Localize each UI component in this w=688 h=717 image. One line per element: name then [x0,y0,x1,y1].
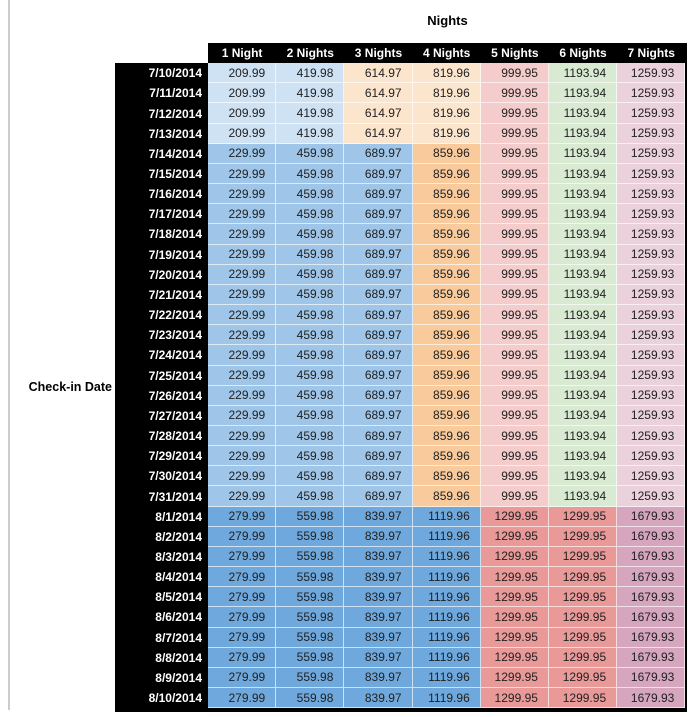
price-cell[interactable]: 1299.95 [481,688,549,708]
price-cell[interactable]: 229.99 [208,406,276,426]
price-cell[interactable]: 459.98 [276,386,344,406]
price-cell[interactable]: 459.98 [276,366,344,386]
price-cell[interactable]: 229.99 [208,305,276,325]
price-cell[interactable]: 229.99 [208,466,276,486]
price-cell[interactable]: 1679.93 [617,527,685,547]
price-cell[interactable]: 559.98 [276,527,344,547]
price-cell[interactable]: 1679.93 [617,587,685,607]
price-cell[interactable]: 459.98 [276,345,344,365]
sheet-column-gridline [8,0,10,710]
price-cell[interactable]: 1299.95 [549,668,617,688]
price-cell[interactable]: 839.97 [344,607,412,627]
price-cell[interactable]: 1193.94 [549,325,617,345]
price-cell[interactable]: 1119.96 [413,607,481,627]
price-cell[interactable]: 229.99 [208,446,276,466]
price-cell[interactable]: 419.98 [276,124,344,144]
price-cell[interactable]: 459.98 [276,305,344,325]
price-cell[interactable]: 1259.93 [617,386,685,406]
price-cell[interactable]: 1259.93 [617,184,685,204]
row-date-cell[interactable]: 7/29/2014 [115,446,208,466]
price-cell[interactable]: 999.95 [481,285,549,305]
price-cell[interactable]: 689.97 [344,486,412,506]
column-header-cell[interactable]: 6 Nights [549,43,617,63]
price-cell[interactable]: 279.99 [208,507,276,527]
price-cell[interactable]: 1299.95 [549,567,617,587]
price-cell[interactable]: 819.96 [413,103,481,123]
price-cell[interactable]: 1119.96 [413,507,481,527]
price-cell[interactable]: 229.99 [208,144,276,164]
price-cell[interactable]: 859.96 [413,285,481,305]
nights-axis-title: Nights [427,13,468,28]
price-cell[interactable]: 1259.93 [617,204,685,224]
row-date-cell[interactable]: 7/16/2014 [115,184,208,204]
row-date-cell[interactable]: 7/15/2014 [115,164,208,184]
column-header-cell[interactable]: 7 Nights [617,43,685,63]
price-cell[interactable]: 859.96 [413,224,481,244]
price-cell[interactable]: 839.97 [344,648,412,668]
price-cell[interactable]: 559.98 [276,628,344,648]
price-cell[interactable]: 229.99 [208,265,276,285]
price-cell[interactable]: 999.95 [481,224,549,244]
price-cell[interactable]: 1193.94 [549,446,617,466]
price-cell[interactable]: 1259.93 [617,103,685,123]
price-cell[interactable]: 1259.93 [617,305,685,325]
price-cell[interactable]: 1259.93 [617,164,685,184]
row-date-cell[interactable]: 7/17/2014 [115,204,208,224]
price-cell[interactable]: 1299.95 [481,607,549,627]
price-cell[interactable]: 1299.95 [481,668,549,688]
price-cell[interactable]: 1193.94 [549,466,617,486]
price-cell[interactable]: 1259.93 [617,466,685,486]
price-cell[interactable]: 459.98 [276,446,344,466]
price-cell[interactable]: 1259.93 [617,63,685,83]
pricing-table [115,43,687,712]
checkin-date-axis-label: Check-in Date [28,380,112,394]
price-cell[interactable]: 859.96 [413,164,481,184]
row-date-cell[interactable]: 7/25/2014 [115,366,208,386]
price-cell[interactable]: 459.98 [276,466,344,486]
price-cell[interactable]: 559.98 [276,607,344,627]
row-date-cell[interactable]: 7/24/2014 [115,345,208,365]
price-cell[interactable]: 1679.93 [617,628,685,648]
price-cell[interactable]: 419.98 [276,103,344,123]
price-cell[interactable]: 859.96 [413,486,481,506]
price-cell[interactable]: 1193.94 [549,164,617,184]
price-cell[interactable]: 1259.93 [617,265,685,285]
price-cell[interactable]: 839.97 [344,688,412,708]
price-cell[interactable]: 1193.94 [549,144,617,164]
price-cell[interactable]: 209.99 [208,124,276,144]
price-cell[interactable]: 614.97 [344,103,412,123]
price-cell[interactable]: 1119.96 [413,648,481,668]
price-cell[interactable]: 999.95 [481,245,549,265]
price-cell[interactable]: 229.99 [208,486,276,506]
price-cell[interactable]: 229.99 [208,204,276,224]
price-cell[interactable]: 229.99 [208,345,276,365]
row-date-cell[interactable]: 8/5/2014 [115,587,208,607]
price-cell[interactable]: 279.99 [208,688,276,708]
price-cell[interactable]: 689.97 [344,446,412,466]
price-cell[interactable]: 999.95 [481,366,549,386]
price-cell[interactable]: 279.99 [208,628,276,648]
price-cell[interactable]: 1193.94 [549,386,617,406]
price-cell[interactable]: 839.97 [344,628,412,648]
row-date-cell[interactable]: 8/10/2014 [115,688,208,708]
price-cell[interactable]: 1193.94 [549,486,617,506]
price-cell[interactable]: 1259.93 [617,366,685,386]
price-cell[interactable]: 279.99 [208,648,276,668]
price-cell[interactable]: 459.98 [276,184,344,204]
price-cell[interactable]: 839.97 [344,527,412,547]
price-cell[interactable]: 999.95 [481,265,549,285]
price-cell[interactable]: 689.97 [344,224,412,244]
price-cell[interactable]: 999.95 [481,63,549,83]
row-date-cell[interactable]: 7/26/2014 [115,386,208,406]
price-cell[interactable]: 999.95 [481,345,549,365]
price-cell[interactable]: 1259.93 [617,144,685,164]
price-cell[interactable]: 999.95 [481,305,549,325]
price-cell[interactable]: 689.97 [344,204,412,224]
price-cell[interactable]: 1299.95 [549,507,617,527]
price-cell[interactable]: 279.99 [208,567,276,587]
column-header-cell[interactable]: 1 Night [208,43,276,63]
price-cell[interactable]: 559.98 [276,507,344,527]
price-cell[interactable]: 839.97 [344,668,412,688]
price-cell[interactable]: 689.97 [344,164,412,184]
price-cell[interactable]: 229.99 [208,224,276,244]
price-cell[interactable]: 229.99 [208,245,276,265]
price-cell[interactable]: 1259.93 [617,486,685,506]
price-cell[interactable]: 1119.96 [413,688,481,708]
price-cell[interactable]: 839.97 [344,587,412,607]
price-cell[interactable]: 1193.94 [549,426,617,446]
row-date-cell[interactable]: 8/9/2014 [115,668,208,688]
price-cell[interactable]: 819.96 [413,63,481,83]
price-cell[interactable]: 839.97 [344,547,412,567]
price-cell[interactable]: 859.96 [413,325,481,345]
price-cell[interactable]: 999.95 [481,164,549,184]
price-cell[interactable]: 689.97 [344,305,412,325]
price-cell[interactable]: 279.99 [208,668,276,688]
corner-spacer [115,43,208,63]
row-date-cell[interactable]: 8/1/2014 [115,507,208,527]
price-cell[interactable]: 1119.96 [413,628,481,648]
price-cell[interactable]: 279.99 [208,607,276,627]
price-cell[interactable]: 999.95 [481,426,549,446]
price-cell[interactable]: 839.97 [344,567,412,587]
row-date-cell[interactable]: 7/20/2014 [115,265,208,285]
price-cell[interactable]: 1193.94 [549,224,617,244]
column-header-cell[interactable]: 3 Nights [344,43,412,63]
price-cell[interactable]: 1259.93 [617,124,685,144]
price-cell[interactable]: 614.97 [344,63,412,83]
row-date-cell[interactable]: 7/22/2014 [115,305,208,325]
price-cell[interactable]: 229.99 [208,184,276,204]
price-cell[interactable]: 1193.94 [549,63,617,83]
price-cell[interactable]: 999.95 [481,446,549,466]
row-date-cell[interactable]: 7/18/2014 [115,224,208,244]
price-cell[interactable]: 999.95 [481,406,549,426]
row-date-cell[interactable]: 8/2/2014 [115,527,208,547]
price-cell[interactable]: 1299.95 [549,607,617,627]
row-date-cell[interactable]: 7/28/2014 [115,426,208,446]
price-cell[interactable]: 859.96 [413,406,481,426]
price-cell[interactable]: 819.96 [413,124,481,144]
price-cell[interactable]: 1193.94 [549,184,617,204]
price-cell[interactable]: 1193.94 [549,366,617,386]
price-cell[interactable]: 1299.95 [549,628,617,648]
price-cell[interactable]: 1259.93 [617,83,685,103]
price-cell[interactable]: 1259.93 [617,285,685,305]
price-cell[interactable]: 459.98 [276,265,344,285]
price-cell[interactable]: 229.99 [208,285,276,305]
price-cell[interactable]: 209.99 [208,83,276,103]
price-cell[interactable]: 1679.93 [617,688,685,708]
price-cell[interactable]: 859.96 [413,265,481,285]
price-cell[interactable]: 229.99 [208,426,276,446]
price-cell[interactable]: 689.97 [344,406,412,426]
column-header-cell[interactable]: 4 Nights [413,43,481,63]
price-cell[interactable]: 1299.95 [549,587,617,607]
price-cell[interactable]: 1259.93 [617,446,685,466]
price-cell[interactable]: 689.97 [344,466,412,486]
price-cell[interactable]: 1193.94 [549,305,617,325]
price-cell[interactable]: 1679.93 [617,547,685,567]
price-cell[interactable]: 1259.93 [617,426,685,446]
row-date-cell[interactable]: 8/7/2014 [115,628,208,648]
row-date-cell[interactable]: 7/23/2014 [115,325,208,345]
price-cell[interactable]: 689.97 [344,245,412,265]
price-cell[interactable]: 1299.95 [481,527,549,547]
price-cell[interactable]: 689.97 [344,144,412,164]
price-cell[interactable]: 1679.93 [617,648,685,668]
price-cell[interactable]: 689.97 [344,184,412,204]
price-cell[interactable]: 229.99 [208,366,276,386]
price-cell[interactable]: 1119.96 [413,587,481,607]
price-cell[interactable]: 859.96 [413,204,481,224]
price-cell[interactable]: 459.98 [276,164,344,184]
row-date-cell[interactable]: 7/11/2014 [115,83,208,103]
price-cell[interactable]: 459.98 [276,406,344,426]
price-cell[interactable]: 689.97 [344,345,412,365]
price-cell[interactable]: 999.95 [481,325,549,345]
price-cell[interactable]: 559.98 [276,547,344,567]
price-cell[interactable]: 1299.95 [481,628,549,648]
price-cell[interactable]: 1193.94 [549,103,617,123]
price-cell[interactable]: 1679.93 [617,668,685,688]
price-cell[interactable]: 1679.93 [617,607,685,627]
price-cell[interactable]: 999.95 [481,184,549,204]
price-cell[interactable]: 1299.95 [481,587,549,607]
price-cell[interactable]: 1259.93 [617,245,685,265]
price-cell[interactable]: 999.95 [481,204,549,224]
row-date-cell[interactable]: 8/8/2014 [115,648,208,668]
row-date-cell[interactable]: 7/21/2014 [115,285,208,305]
price-cell[interactable]: 419.98 [276,63,344,83]
row-date-cell[interactable]: 7/27/2014 [115,406,208,426]
price-cell[interactable]: 229.99 [208,386,276,406]
price-cell[interactable]: 1299.95 [549,547,617,567]
price-cell[interactable]: 559.98 [276,688,344,708]
price-cell[interactable]: 279.99 [208,587,276,607]
price-cell[interactable]: 279.99 [208,527,276,547]
price-cell[interactable]: 689.97 [344,265,412,285]
price-cell[interactable]: 1193.94 [549,345,617,365]
price-cell[interactable]: 1299.95 [481,648,549,668]
price-cell[interactable]: 999.95 [481,124,549,144]
price-cell[interactable]: 209.99 [208,63,276,83]
price-cell[interactable]: 559.98 [276,648,344,668]
price-cell[interactable]: 689.97 [344,285,412,305]
price-cell[interactable]: 1193.94 [549,204,617,224]
row-date-cell[interactable]: 7/30/2014 [115,466,208,486]
price-cell[interactable]: 459.98 [276,144,344,164]
price-cell[interactable]: 1299.95 [549,648,617,668]
row-date-cell[interactable]: 7/19/2014 [115,245,208,265]
price-cell[interactable]: 859.96 [413,305,481,325]
price-cell[interactable]: 859.96 [413,446,481,466]
price-cell[interactable]: 1119.96 [413,527,481,547]
price-cell[interactable]: 1299.95 [481,547,549,567]
price-cell[interactable]: 859.96 [413,144,481,164]
price-cell[interactable]: 1259.93 [617,325,685,345]
row-date-cell[interactable]: 7/14/2014 [115,144,208,164]
row-date-cell[interactable]: 7/10/2014 [115,63,208,83]
price-cell[interactable]: 689.97 [344,325,412,345]
price-cell[interactable]: 1299.95 [549,527,617,547]
price-cell[interactable]: 999.95 [481,486,549,506]
price-cell[interactable]: 689.97 [344,426,412,446]
price-cell[interactable]: 859.96 [413,184,481,204]
row-date-cell[interactable]: 7/12/2014 [115,103,208,123]
price-cell[interactable]: 559.98 [276,668,344,688]
price-cell[interactable]: 1193.94 [549,124,617,144]
price-cell[interactable]: 1193.94 [549,406,617,426]
price-cell[interactable]: 419.98 [276,83,344,103]
price-cell[interactable]: 999.95 [481,103,549,123]
price-cell[interactable]: 1193.94 [549,265,617,285]
price-cell[interactable]: 819.96 [413,83,481,103]
price-cell[interactable]: 279.99 [208,547,276,567]
price-cell[interactable]: 614.97 [344,124,412,144]
price-cell[interactable]: 229.99 [208,325,276,345]
column-header-cell[interactable]: 2 Nights [276,43,344,63]
price-cell[interactable]: 1193.94 [549,245,617,265]
price-cell[interactable]: 1119.96 [413,547,481,567]
price-cell[interactable]: 999.95 [481,144,549,164]
row-date-cell[interactable]: 8/3/2014 [115,547,208,567]
price-cell[interactable]: 1299.95 [481,507,549,527]
price-cell[interactable]: 839.97 [344,507,412,527]
price-cell[interactable]: 859.96 [413,345,481,365]
row-date-cell[interactable]: 7/13/2014 [115,124,208,144]
price-cell[interactable]: 614.97 [344,83,412,103]
price-cell[interactable]: 1259.93 [617,224,685,244]
price-cell[interactable]: 1193.94 [549,285,617,305]
price-cell[interactable]: 859.96 [413,245,481,265]
price-cell[interactable]: 229.99 [208,164,276,184]
price-cell[interactable]: 859.96 [413,386,481,406]
price-cell[interactable]: 459.98 [276,486,344,506]
price-cell[interactable]: 999.95 [481,466,549,486]
price-cell[interactable]: 209.99 [208,103,276,123]
price-cell[interactable]: 689.97 [344,386,412,406]
price-cell[interactable]: 1119.96 [413,668,481,688]
price-cell[interactable]: 689.97 [344,366,412,386]
row-date-cell[interactable]: 7/31/2014 [115,486,208,506]
price-cell[interactable]: 459.98 [276,245,344,265]
price-cell[interactable]: 1299.95 [549,688,617,708]
price-cell[interactable]: 999.95 [481,83,549,103]
price-cell[interactable]: 459.98 [276,224,344,244]
price-cell[interactable]: 999.95 [481,386,549,406]
price-cell[interactable]: 1259.93 [617,345,685,365]
price-cell[interactable]: 1193.94 [549,83,617,103]
column-header-cell[interactable]: 5 Nights [481,43,549,63]
price-cell[interactable]: 459.98 [276,285,344,305]
price-cell[interactable]: 859.96 [413,466,481,486]
price-cell[interactable]: 1679.93 [617,567,685,587]
price-cell[interactable]: 859.96 [413,366,481,386]
price-cell[interactable]: 459.98 [276,426,344,446]
price-cell[interactable]: 1679.93 [617,507,685,527]
price-cell[interactable]: 559.98 [276,567,344,587]
price-cell[interactable]: 559.98 [276,587,344,607]
price-cell[interactable]: 1299.95 [481,567,549,587]
price-cell[interactable]: 1259.93 [617,406,685,426]
price-cell[interactable]: 1119.96 [413,567,481,587]
row-date-cell[interactable]: 8/6/2014 [115,607,208,627]
price-cell[interactable]: 459.98 [276,325,344,345]
row-date-cell[interactable]: 8/4/2014 [115,567,208,587]
price-cell[interactable]: 459.98 [276,204,344,224]
price-cell[interactable]: 859.96 [413,426,481,446]
